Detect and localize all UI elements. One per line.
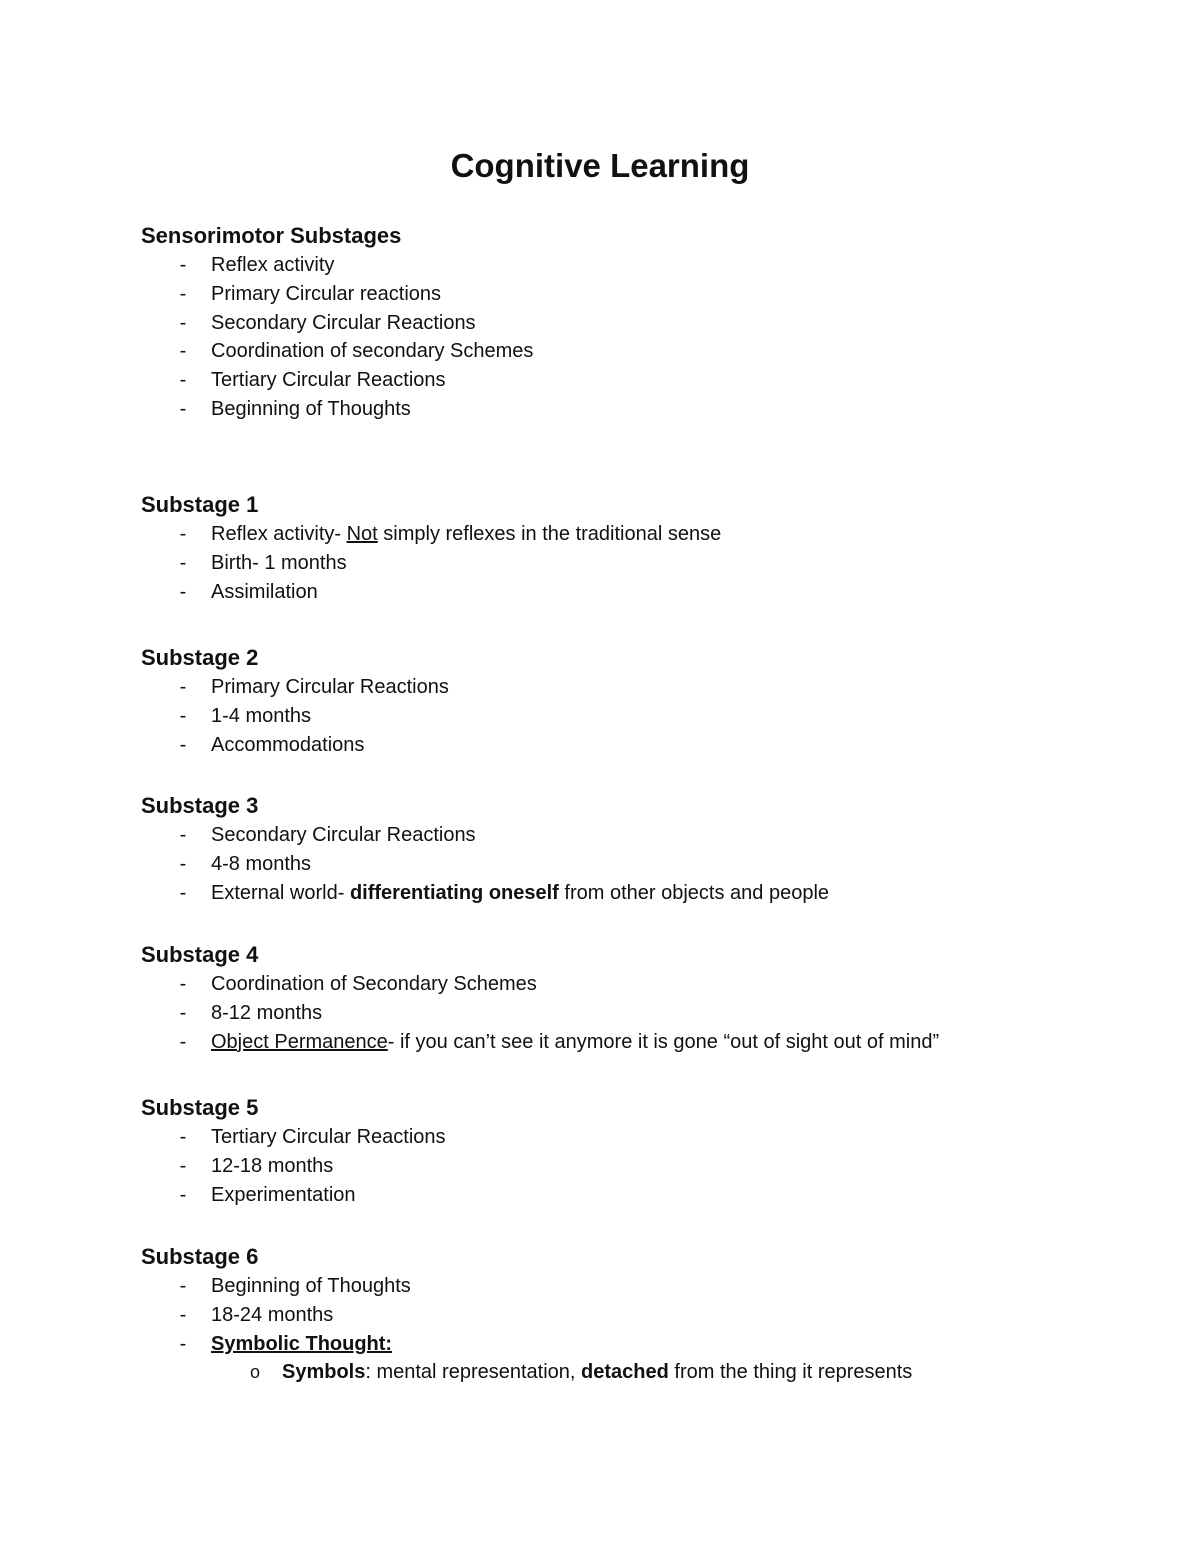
bullet-dash: -	[179, 1183, 187, 1206]
section-sensorimotor-substages	[141, 221, 1121, 424]
bullet-circle: o	[249, 1362, 260, 1383]
list-item: - Secondary Circular Reactions	[141, 309, 1121, 338]
bullet-dash: -	[179, 704, 187, 727]
section-heading: Substage 3	[141, 793, 259, 818]
list-item: - Reflex activity	[141, 251, 1121, 280]
list-item: - Birth- 1 months	[141, 549, 1121, 578]
section-substage-5	[141, 1093, 1121, 1209]
bold-text: differentiating oneself	[349, 881, 559, 904]
list-item: - Tertiary Circular Reactions	[141, 1123, 1121, 1152]
bullet-dash: -	[179, 1303, 187, 1326]
section-heading: Substage 6	[141, 1244, 259, 1269]
list-item: - 18-24 months	[141, 1301, 1121, 1330]
bullet-dash: -	[179, 523, 187, 545]
underlined-text: Object Permanence	[211, 1030, 388, 1053]
list-item: - External world- differentiating oneself from other objects and people	[141, 879, 1121, 908]
list-item: - 12-18 months	[141, 1152, 1121, 1181]
list-item: - 8-12 months	[141, 999, 1121, 1028]
list-item: - Accommodations	[141, 731, 1121, 760]
section-heading: Sensorimotor Substages	[141, 223, 402, 248]
bullet-dash: -	[179, 580, 187, 603]
list-item: - Assimilation	[141, 578, 1121, 607]
bullet-dash: -	[179, 282, 187, 305]
sub-list-item: o Symbols: mental representation, detached from the thing it represents	[141, 1358, 1121, 1387]
bullet-dash: -	[179, 1126, 187, 1148]
list-item: - Reflex activity- Not simply reflexes in the traditional sense	[141, 520, 1121, 549]
section-heading: Substage 4	[141, 942, 259, 967]
bullet-dash: -	[179, 397, 187, 420]
bullet-dash: -	[179, 973, 187, 995]
list-item: - Tertiary Circular Reactions	[141, 366, 1121, 395]
section-substage-2	[141, 643, 1121, 759]
list-item: - Coordination of secondary Schemes	[141, 337, 1121, 366]
bullet-dash: -	[179, 852, 187, 875]
list-item: - 1-4 months	[141, 702, 1121, 731]
bullet-dash: -	[179, 551, 187, 574]
list-item: - Coordination of Secondary Schemes	[141, 970, 1121, 999]
list-item: - 4-8 months	[141, 850, 1121, 879]
list-item: - Primary Circular reactions	[141, 280, 1121, 309]
bold-text: detached	[581, 1361, 669, 1384]
document-title: Cognitive Learning	[450, 147, 750, 184]
list-item: - Beginning of Thoughts	[141, 395, 1121, 424]
list-item: - Primary Circular Reactions	[141, 673, 1121, 702]
bullet-dash: -	[179, 1030, 187, 1053]
section-substage-3	[141, 791, 1121, 907]
bullet-dash: -	[179, 1332, 187, 1355]
bullet-dash: -	[179, 1275, 187, 1297]
bold-text: Symbols	[282, 1361, 366, 1384]
bullet-dash: -	[179, 881, 187, 904]
section-heading: Substage 2	[141, 645, 259, 670]
list-item	[141, 1330, 1121, 1359]
list-item: - Experimentation	[141, 1181, 1121, 1210]
section-substage-4	[141, 940, 1121, 1056]
section-substage-6	[141, 1242, 1121, 1387]
bullet-dash: -	[179, 676, 187, 698]
bullet-dash: -	[179, 1001, 187, 1024]
bullet-dash: -	[179, 733, 187, 756]
bullet-dash: -	[179, 340, 187, 363]
list-item: - Secondary Circular Reactions	[141, 821, 1121, 850]
underlined-bold-text: Symbolic Thought:	[211, 1332, 393, 1355]
list-item: - Object Permanence- if you can’t see it anymore it is gone “out of sight out of mind”	[141, 1028, 1121, 1057]
bullet-dash: -	[179, 1154, 187, 1177]
bullet-dash: -	[179, 311, 187, 334]
section-heading: Substage 1	[141, 492, 259, 517]
underlined-text: Not	[346, 523, 378, 545]
list-item: - Beginning of Thoughts	[141, 1272, 1121, 1301]
bullet-dash: -	[179, 254, 187, 276]
bullet-dash: -	[179, 369, 187, 392]
section-substage-1	[141, 490, 1121, 606]
bullet-dash: -	[179, 824, 187, 846]
section-heading: Substage 5	[141, 1095, 259, 1120]
